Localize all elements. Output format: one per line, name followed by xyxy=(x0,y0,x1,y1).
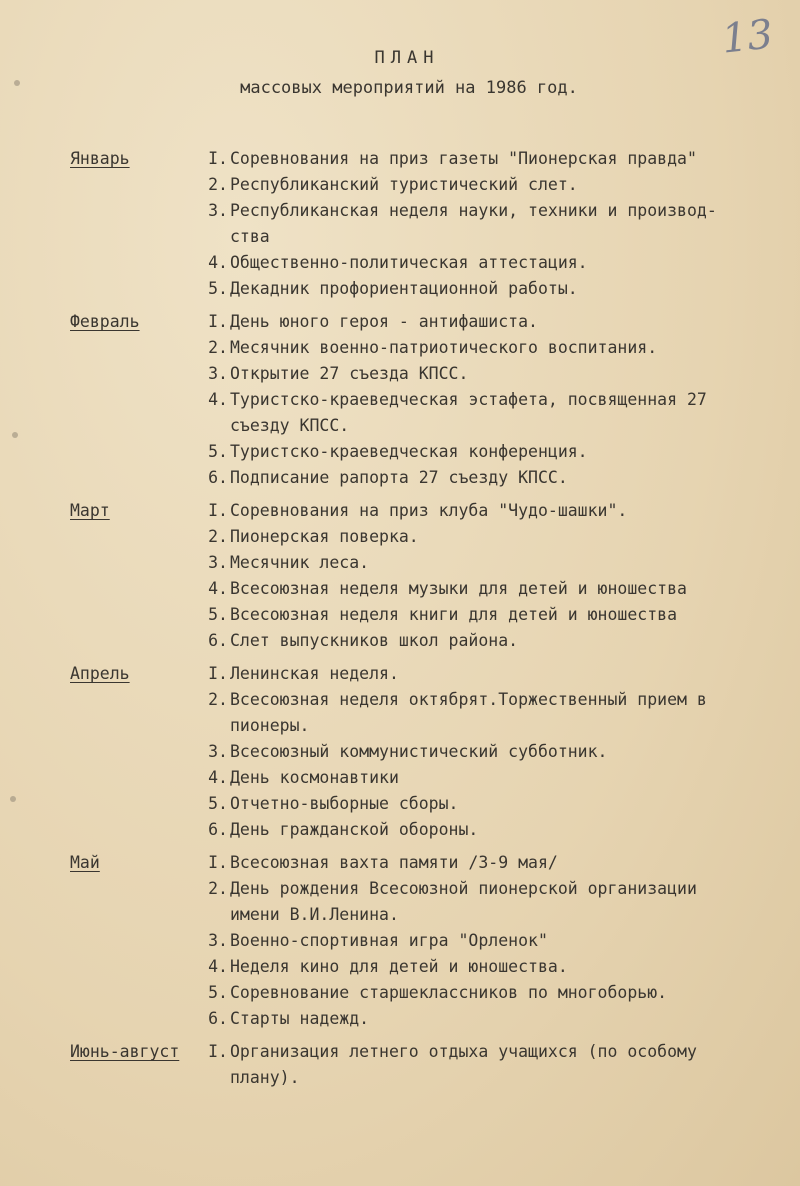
event-item xyxy=(198,550,770,576)
event-text: Пионерская поверка. xyxy=(230,527,419,546)
event-item xyxy=(198,465,770,491)
event-item xyxy=(198,687,770,739)
event-text: Открытие 27 съезда КПСС. xyxy=(230,364,469,383)
event-item xyxy=(198,146,770,172)
event-text: Месячник леса. xyxy=(230,553,370,572)
event-list xyxy=(198,850,770,1032)
month-block xyxy=(70,146,770,302)
event-item xyxy=(198,250,770,276)
event-list xyxy=(198,661,770,843)
event-item xyxy=(198,739,770,765)
event-item xyxy=(198,309,770,335)
event-text: Подписание рапорта 27 съезду КПСС. xyxy=(230,468,568,487)
event-text: День космонавтики xyxy=(230,768,399,787)
event-text: Неделя кино для детей и юношества. xyxy=(230,957,568,976)
event-number: 4. xyxy=(208,957,228,976)
event-text: Туристско-краеведческая эстафета, посвященная 27 съезду КПСС. xyxy=(230,390,707,435)
event-text: Республиканская неделя науки, техники и производ- ства xyxy=(230,201,717,246)
event-text: Слет выпускников школ района. xyxy=(230,631,519,650)
events-schedule xyxy=(70,146,770,1098)
event-number: I. xyxy=(208,853,228,872)
event-text: Ленинская неделя. xyxy=(230,664,399,683)
month-block xyxy=(70,498,770,654)
event-item xyxy=(198,817,770,843)
event-text: Старты надежд. xyxy=(230,1009,370,1028)
event-item xyxy=(198,276,770,302)
event-text: Декадник профориентационной работы. xyxy=(230,279,578,298)
event-list xyxy=(198,309,770,491)
paper-speck xyxy=(10,796,16,802)
paper-speck xyxy=(14,80,20,86)
event-item xyxy=(198,172,770,198)
event-text: Всесоюзная неделя октябрят.Торжественный прием в пионеры. xyxy=(230,690,707,735)
event-item xyxy=(198,1006,770,1032)
event-item xyxy=(198,439,770,465)
month-block xyxy=(70,850,770,1032)
event-number: 4. xyxy=(208,579,228,598)
event-list xyxy=(198,146,770,302)
event-number: 3. xyxy=(208,742,228,761)
event-item xyxy=(198,928,770,954)
event-number: 4. xyxy=(208,390,228,409)
event-item xyxy=(198,765,770,791)
month-label: Май xyxy=(70,853,100,872)
event-text: Всесоюзная вахта памяти /3-9 мая/ xyxy=(230,853,558,872)
event-text: Общественно-политическая аттестация. xyxy=(230,253,588,272)
event-text: Соревнование старшеклассников по многоборью. xyxy=(230,983,668,1002)
month-label: Февраль xyxy=(70,312,140,331)
event-text: Всесоюзная неделя книги для детей и юношества xyxy=(230,605,678,624)
event-number: 2. xyxy=(208,879,228,898)
event-number: 4. xyxy=(208,768,228,787)
event-number: 5. xyxy=(208,279,228,298)
event-item xyxy=(198,602,770,628)
event-number: 6. xyxy=(208,468,228,487)
event-text: Соревнования на приз клуба "Чудо-шашки". xyxy=(230,501,628,520)
event-text: Военно-спортивная игра "Орленок" xyxy=(230,931,548,950)
month-block xyxy=(70,309,770,491)
event-item xyxy=(198,361,770,387)
event-number: 2. xyxy=(208,175,228,194)
event-text: Всесоюзный коммунистический субботник. xyxy=(230,742,608,761)
event-number: 3. xyxy=(208,553,228,572)
event-text: Соревнования на приз газеты "Пионерская правда" xyxy=(230,149,697,168)
event-number: I. xyxy=(208,501,228,520)
event-number: I. xyxy=(208,312,228,331)
event-text: Республиканский туристический слет. xyxy=(230,175,578,194)
month-label: Апрель xyxy=(70,664,130,683)
month-label: Январь xyxy=(70,149,130,168)
event-number: 3. xyxy=(208,931,228,950)
event-number: 6. xyxy=(208,1009,228,1028)
document-subtitle: массовых мероприятий на 1986 год. xyxy=(240,78,578,98)
event-item xyxy=(198,791,770,817)
paper-speck xyxy=(12,432,18,438)
month-label: Март xyxy=(70,501,110,520)
event-number: 2. xyxy=(208,690,228,709)
event-number: 3. xyxy=(208,201,228,220)
event-text: Туристско-краеведческая конференция. xyxy=(230,442,588,461)
event-number: I. xyxy=(208,149,228,168)
event-text: День юного героя - антифашиста. xyxy=(230,312,538,331)
event-item xyxy=(198,980,770,1006)
month-block xyxy=(70,661,770,843)
event-number: 6. xyxy=(208,820,228,839)
event-text: Отчетно-выборные сборы. xyxy=(230,794,459,813)
event-item xyxy=(198,335,770,361)
page-number: 13 xyxy=(719,11,776,63)
event-text: Месячник военно-патриотического воспитания. xyxy=(230,338,658,357)
event-number: I. xyxy=(208,664,228,683)
month-label: Июнь-август xyxy=(70,1042,180,1061)
event-text: Всесоюзная неделя музыки для детей и юношества xyxy=(230,579,687,598)
event-item xyxy=(198,576,770,602)
event-number: 6. xyxy=(208,631,228,650)
event-item xyxy=(198,954,770,980)
event-text: День рождения Всесоюзной пионерской организации имени В.И.Ленина. xyxy=(230,879,697,924)
event-text: Организация летнего отдыха учащихся (по особому плану). xyxy=(230,1042,697,1087)
event-list xyxy=(198,1039,770,1091)
event-item xyxy=(198,1039,770,1091)
event-text: День гражданской обороны. xyxy=(230,820,479,839)
event-number: 5. xyxy=(208,605,228,624)
event-number: 5. xyxy=(208,794,228,813)
month-block xyxy=(70,1039,770,1091)
event-number: 2. xyxy=(208,338,228,357)
event-item xyxy=(198,387,770,439)
event-number: 4. xyxy=(208,253,228,272)
event-number: 5. xyxy=(208,983,228,1002)
event-number: 3. xyxy=(208,364,228,383)
event-number: 5. xyxy=(208,442,228,461)
event-item xyxy=(198,628,770,654)
event-number: 2. xyxy=(208,527,228,546)
event-item xyxy=(198,524,770,550)
event-item xyxy=(198,850,770,876)
event-item xyxy=(198,876,770,928)
event-number: I. xyxy=(208,1042,228,1061)
event-list xyxy=(198,498,770,654)
event-item xyxy=(198,498,770,524)
document-title: ПЛАН xyxy=(374,48,440,68)
event-item xyxy=(198,661,770,687)
event-item xyxy=(198,198,770,250)
